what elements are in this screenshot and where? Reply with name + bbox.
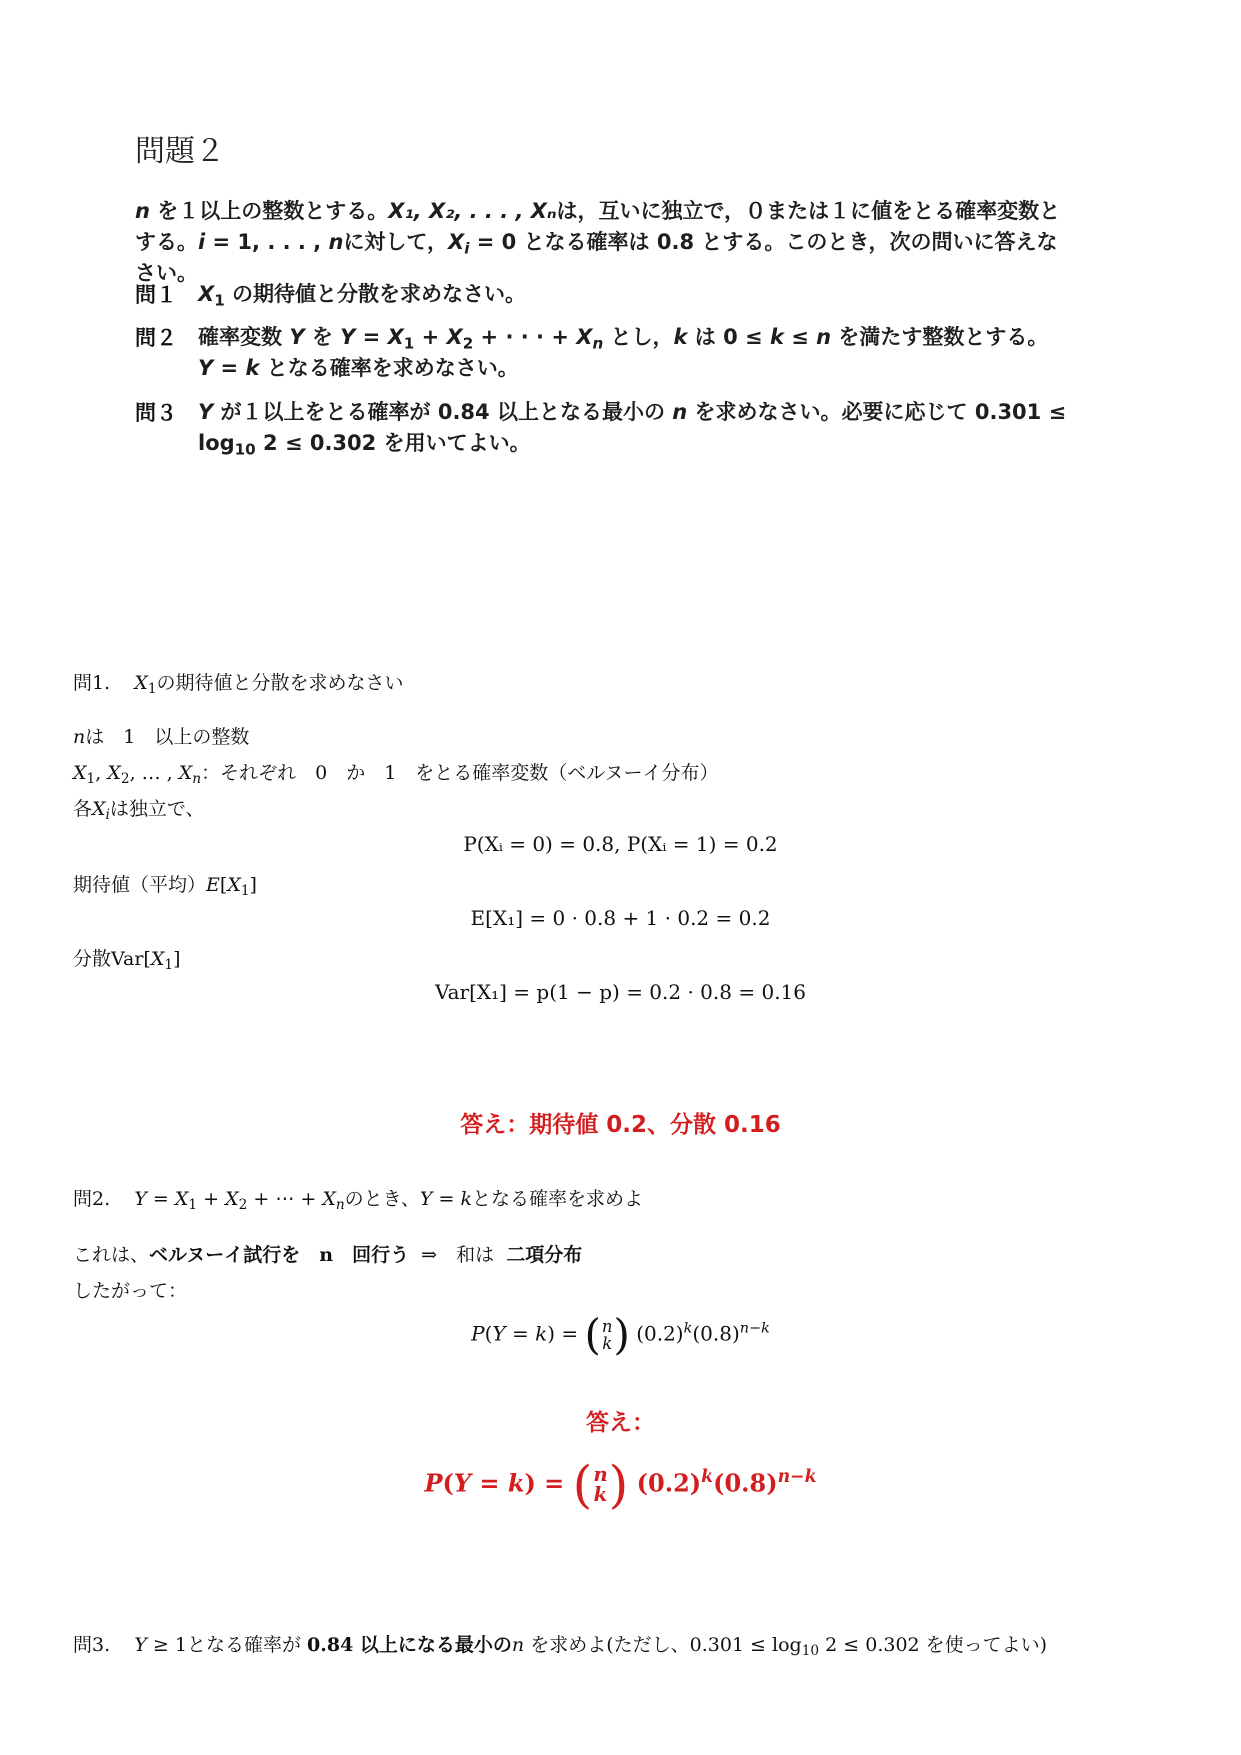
- q2-label: 問２: [135, 326, 177, 350]
- q1-text: $X_1$ の期待値と分散を求めなさい。: [198, 282, 527, 310]
- eq-mean: E[X₁] = 0 · 0.8 + 1 · 0.2 = 0.2: [470, 906, 771, 930]
- problem-intro: n を１以上の整数とする。X₁, X₂, . . . , Xₙは，互いに独立で，０または１に値をとる確率変数とする。i = 1, . . . , nに対して，$X_i = 0$ となる確率は 0.8 とする。このとき，次の問いに答えなさい。: [135, 199, 1061, 285]
- answer-q2-formula: P(Y = k) = ( n k ) $(0.2)^k(0.8)^{n-k}$: [424, 1455, 817, 1514]
- q3-text: Y が１以上をとる確率が 0.84 以上となる最小の n を求めなさい。必要に応じて 0.301 ≤ $\log_{10} 2 \le 0.302$ を用いてよい。: [198, 400, 1067, 459]
- sol-bernoulli: これは、ベルヌーイ試行を n 回行う ⇒ 和は 二項分布: [73, 1244, 583, 1266]
- q1-label: 問１: [135, 283, 177, 307]
- eq-binomial: P(Y = k) = ( n k ) $(0.2)^k(0.8)^{n-k}$: [471, 1310, 770, 1359]
- problem-title: 問題２: [135, 134, 225, 169]
- q2-text: 確率変数 Y を $Y = X_1 + X_2$ + · · · + $X_n$ とし，k は 0 ≤ k ≤ n を満たす整数とする。 Y = k となる確率を求めなさい。: [198, 325, 1049, 380]
- answer-q2-label: 答え：: [586, 1410, 655, 1436]
- answer-q1: 答え：期待値 0.2、分散 0.16: [460, 1112, 781, 1138]
- sol-mean-label: 期待値（平均）$E[X_1]$: [73, 874, 257, 900]
- q3-label: 問３: [135, 401, 177, 425]
- sol-q1-heading: 問1. $X_1$の期待値と分散を求めなさい: [73, 672, 404, 698]
- sol-var-label: 分散$Var[X_1]$: [73, 948, 181, 974]
- eq-probability: P(Xᵢ = 0) = 0.8, P(Xᵢ = 1) = 0.2: [463, 832, 778, 856]
- sol-therefore: したがって：: [73, 1280, 188, 1302]
- sol-line-indep: 各$X_i$は独立で、: [73, 798, 205, 824]
- sol-q3-heading: 問3. Y ≥ 1となる確率が 0.84 以上になる最小のn を求めよ(ただし、$0.301 \le \log_{10} 2 \le 0.302$ を使ってよい): [73, 1634, 1048, 1660]
- eq-variance: Var[X₁] = p(1 − p) = 0.2 · 0.8 = 0.16: [435, 980, 806, 1004]
- sol-line-vars: $X_1$, $X_2$, … , $X_n$：それぞれ 0 か 1 をとる確率変数（ベルヌーイ分布）: [73, 762, 719, 788]
- sol-line-n: nは 1 以上の整数: [73, 726, 250, 748]
- sol-q2-heading: 問2. $Y = X_1 + X_2$ + ⋯ + $X_n$のとき、Y = kとなる確率を求めよ: [73, 1188, 643, 1214]
